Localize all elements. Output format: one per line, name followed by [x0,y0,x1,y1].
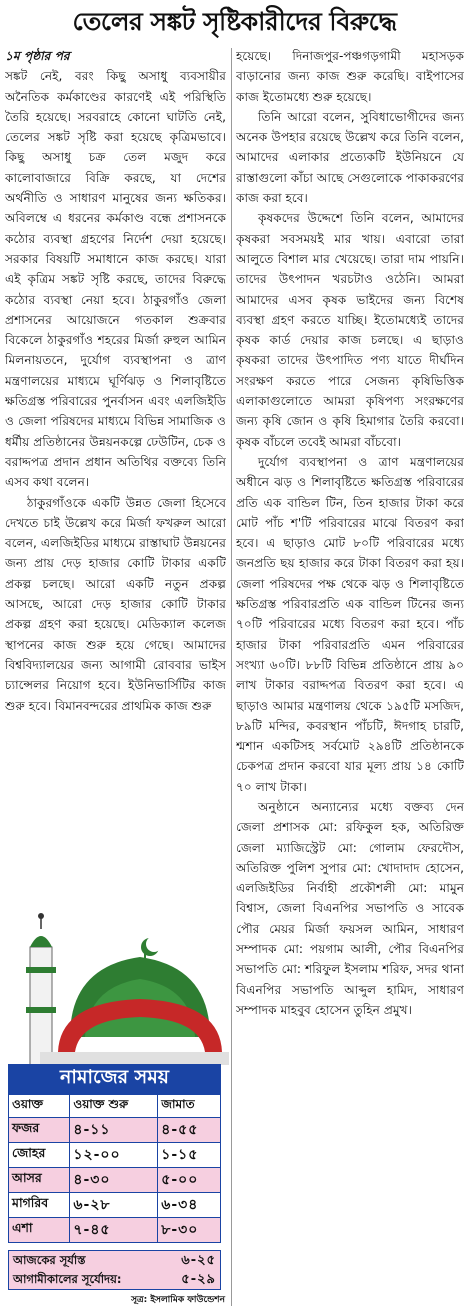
headline: তেলের সঙ্কট সৃষ্টিকারীদের বিরুদ্ধে [72,6,397,36]
jamaat-time: ৬-৩৪ [158,1193,221,1218]
start-time: ১২-০০ [70,1143,158,1168]
jamaat-time: ৮-৩০ [158,1218,221,1243]
header-cell: জামাত [158,1095,221,1118]
header-cell: ওয়াক্ত শুরু [70,1095,158,1118]
article-paragraph: সঙ্কট নেই, বরং কিছু অসাধু ব্যবসায়ীর অনৈতিক কর্মকাণ্ডের কারণেই এই পরিস্থিতি তৈরি হয়েছে। সরবরাহে কোনো ঘাটতি নেই, তেলের সঙ্কট সৃষ্টি করা হয়েছে কৃত্রিমভাবে। কিছু অসাধু চক্র তেল মজুদ করে কালোবাজারে বিক্রি করছে, যা দেশের অর্থনীতি ও সাধারণ মানুষের জন্য ক্ষতিকর। অবিলম্বে এ ধরনের কর্মকাণ্ড বন্ধে প্রশাসনকে কঠোর ব্যবস্থা গ্রহণের নির্দেশ দেয়া হয়েছে। সরকার বিষয়টি সমাধানে কাজ করছে। যারা এই কৃত্রিম সঙ্কট সৃষ্টি করছে, তাদের বিরুদ্ধে কঠোর ব্যবস্থা নেয়া হবে। ঠাকুরগাঁও জেলা প্রশাসনের আয়োজনে গতকাল শুক্রবার বিকেলে ঠাকুরগাঁও শহরের মির্জা রুহুল আমিন মিলনায়তনে, দুর্যোগ ব্যবস্থাপনা ও ত্রাণ মন্ত্রণালয়ের মাধ্যমে ঘূর্ণিঝড় ও শিলাবৃষ্টিতে ক্ষতিগ্রস্ত পরিবারের পুনর্বাসন এবং এলজিইডি ও জেলা পরিষদের মাধ্যমে বিভিন্ন সামাজিক ও ধর্মীয় প্রতিষ্ঠানের উন্নয়নকল্পে ঢেউটিন, চেক ও বরাদ্দপত্র প্রদান প্রধান অতিথির বক্তব্যে তিনি এসব কথা বলেন। [5,69,226,490]
prayer-name: ফজর [9,1118,70,1143]
article-paragraph: ঠাকুরগাঁওকে একটি উন্নত জেলা হিসেবে দেখতে চাই উল্লেখ করে মির্জা ফখরুল আরো বলেন, এলজিইডির মাধ্যমে রাস্তাঘাট উন্নয়নের জন্য প্রায় দেড় হাজার কোটি টাকার একটি প্রকল্প চলছে। আরো একটি নতুন প্রকল্প আসছে, আরো দেড় হাজার কোটি টাকার প্রকল্প গ্রহণ করা হয়েছে। মেডিক্যাল কলেজ স্থাপনের কাজ শুরু হয়ে গেছে। আমাদের বিশ্ববিদ্যালয়ের জন্য আগামী রোববার ভাইস চ্যান্সেলর নিয়োগ হবে। ইউনিভার্সিটির কাজ শুরু হবে। বিমানবন্দরের প্রাথমিক কাজ শুরু [5,495,226,713]
table-row [9,1218,221,1243]
article-paragraph: হয়েছে। দিনাজপুর-পঞ্চগড়গামী মহাসড়ক বাড়ানোর জন্য কাজ শুরু করেছি। বাইপাসের কাজ ইতোমধ্যে শুরু হয়েছে। [236,49,464,104]
article-paragraph: অনুষ্ঠানে অন্যান্যের মধ্যে বক্তব্য দেন জেলা প্রশাসক মো: রফিকুল হক, অতিরিক্ত জেলা ম্যাজিস্ট্রেট মো: গোলাম ফেরদৌস, অতিরিক্ত পুলিশ সুপার মো: খোদাদাদ হোসেন, এলজিইডির নির্বাহী প্রকৌশলী মো: মামুন বিশ্বাস, জেলা বিএনপির সভাপতি ও সাবেক পৌর মেয়র মির্জা ফয়সল আমিন, সাধারণ সম্পাদক মো: পয়গাম আলী, পৌর বিএনপির সভাপতি মো: শরিফুল ইসলাম শরিফ, সদর থানা বিএনপির সভাপতি আব্দুল হামিদ, সাধারণ সম্পাদক মাহবুব হোসেন তুহিন প্রমুখ। [236,799,464,1017]
prayer-name: জোহর [9,1143,70,1168]
header-cell: ওয়াক্ত [9,1095,70,1118]
article-paragraph: কৃষকদের উদ্দেশে তিনি বলেন, আমাদের কৃষকরা সবসময়ই মার খায়। এবারো তারা আলুতে বিশাল মার খেয়েছে। তারা দাম পায়নি। তাদের উৎপাদন খরচটাও ওঠেনি। আমরা আমাদের এসব কৃষক ভাইদের জন্য বিশেষ ব্যবস্থা গ্রহণ করতে যাচ্ছি। ইতোমধ্যেই তাদের কৃষক কার্ড দেয়ার কাজ চলছে। এ ছাড়াও কৃষকরা তাদের উৎপাদিত পণ্য যাতে দীর্ঘদিন সংরক্ষণ করতে পারে সেজন্য কৃষিভিত্তিক এলাকাগুলোতে আমরা কৃষিপণ্য সংরক্ষণের জন্য কৃষি জোন ও কৃষি হিমাগার তৈরি করবো। কৃষক বাঁচলে তবেই আমরা বাঁচবো। [236,211,464,449]
jamaat-time: ৪-৫৫ [158,1118,221,1143]
sun-times [8,1250,221,1290]
article-column-left [5,46,226,896]
column-divider [231,48,232,1306]
prayer-box-title: নামাজের সময় [8,1064,221,1094]
sunset-value: ৬-২৫ [181,1253,216,1268]
prayer-name: আসর [9,1168,70,1193]
jamaat-time: ১-১৫ [158,1143,221,1168]
start-time: ৪-৩০ [70,1168,158,1193]
start-time: ৭-৪৫ [70,1218,158,1243]
jamaat-time: ৫-০০ [158,1168,221,1193]
article-column-right [236,46,464,1306]
article-paragraph: দুর্যোগ ব্যবস্থাপনা ও ত্রাণ মন্ত্রণালয়ের অধীনে ঝড় ও শিলাবৃষ্টিতে ক্ষতিগ্রস্ত পরিবারের প্রতি এক বান্ডিল টিন, তিন হাজার টাকা করে মোট পাঁচ শ'টি পরিবারের মাঝে বিতরণ করা হবে। এ ছাড়াও মোট ৮০টি পরিবারের মধ্যে জনপ্রতি ছয় হাজার করে টাকা বিতরণ করা হয়। জেলা পরিষদের পক্ষ থেকে ঝড় ও শিলাবৃষ্টিতে ক্ষতিগ্রস্ত পরিবারপ্রতি এক বান্ডিল টিনের জন্য ৭০টি পরিবারের মধ্যে বিতরণ করা হবে। পাঁচ হাজার টাকা পরিবারপ্রতি এমন পরিবারের সংখ্যা ৬০টি। ৮৮টি বিভিন্ন প্রতিষ্ঠানে প্রায় ৯০ লাখ টাকার বরাদ্দপত্র বিতরণ করা হবে। এ ছাড়াও আমার মন্ত্রণালয় থেকে ১৯৫টি মসজিদ, ৮৯টি মন্দির, কবরস্থান পাঁচটি, ঈদগাহ চারটি, শ্মশান একটিসহ সর্বমোট ২৯৪টি প্রতিষ্ঠানকে চেকপত্র প্রদান করবো যার মূল্য প্রায় ১৪ কোটি ৭০ লাখ টাকা। [236,454,464,794]
prayer-name: এশা [9,1218,70,1243]
sunset-label: আজকের সূর্যাস্ত [13,1253,86,1267]
start-time: ৪-১১ [70,1118,158,1143]
table-header-row [9,1095,221,1118]
sunrise-value: ৫-২৯ [181,1272,216,1287]
table-row [9,1168,221,1193]
article-paragraph [5,46,226,66]
mosque-illustration-icon [0,907,229,1065]
sunrise-row [9,1270,220,1289]
table-row [9,1143,221,1168]
sunrise-label: আগামীকালের সূর্যোদয়: [13,1272,122,1286]
prayer-times-box [0,907,229,1305]
prayer-name: মাগরিব [9,1193,70,1218]
prayer-times-table [8,1094,221,1243]
article-paragraph: তিনি আরো বলেন, সুবিধাভোগীদের জন্য অনেক উপহার রয়েছে উল্লেখ করে তিনি বলেন, আমাদের এলাকার প্রত্যেকটি ইউনিয়নে যে রাস্তাগুলো কাঁচা আছে সেগুলোকে পাকাকরণের কাজ করা হবে। [236,109,464,206]
table-row [9,1118,221,1143]
start-time: ৬-২৮ [70,1193,158,1218]
jump-label: ১ম পৃষ্ঠার পর [5,49,70,63]
sunset-row [9,1251,220,1270]
table-row [9,1193,221,1218]
source-credit: সূত্র: ইসলামিক ফাউন্ডেশন [131,1295,225,1305]
